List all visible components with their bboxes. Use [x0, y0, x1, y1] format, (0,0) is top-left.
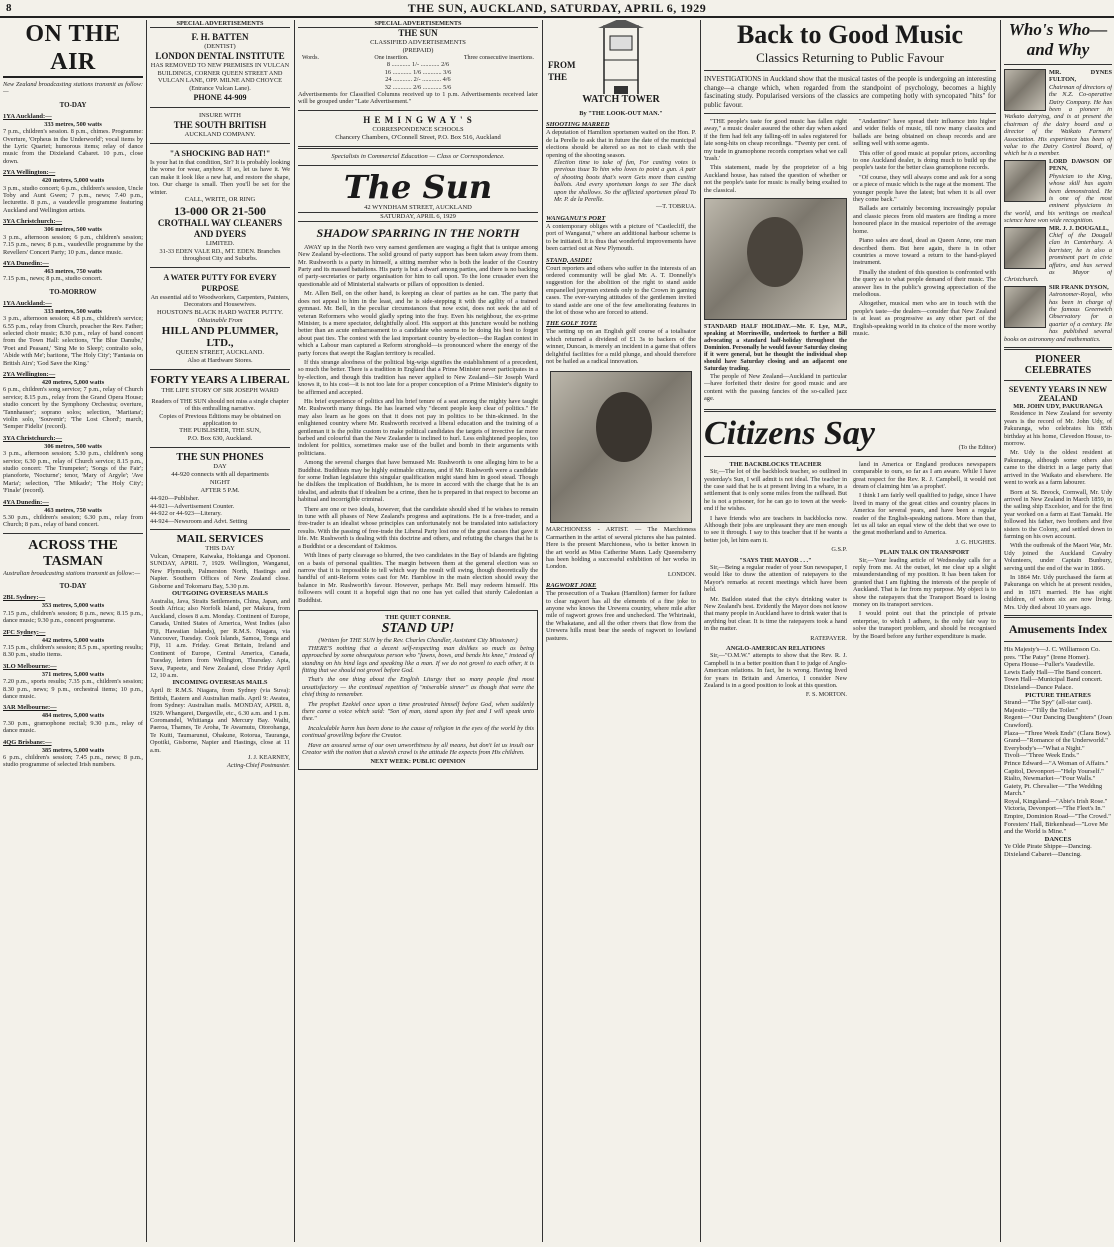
letter-paragraph: land in America or England produces newspapers comparable to ours, so far as I am aware. While I have great respect for the Rev. R. J. Campbell, it would not dream of claiming him 'as a prophet'. — [853, 460, 996, 490]
water-putty-name: HOUSTON'S BLACK HARD WATER PUTTY. — [157, 308, 283, 316]
music-paragraph: Altogether, musical men who are in touch with the people's taste—the dealers—consider that New Zealand is at least as progressive as any other part of the English-speaking world in its choice of the more worthy music. — [853, 300, 996, 337]
on-the-air-title: ON THE AIR — [3, 20, 143, 78]
amusement-entry: Strand—"The Spy" (all-star cast). — [1004, 699, 1092, 707]
shocking-hat-title: "A SHOCKING BAD HAT!" — [169, 149, 271, 159]
letter-heading: PLAIN TALK ON TRANSPORT — [879, 549, 970, 557]
station-heading: 3YA Christchurch:— — [3, 434, 63, 442]
section-header: SPECIAL ADVERTISEMENTS — [298, 20, 538, 28]
amusement-entry: Tivoli—"Three Week Ends." — [1004, 752, 1080, 760]
amusements-list — [1004, 646, 1112, 859]
mail-body: Vulcan, Omapere, Kaiwaka, Hokianga and Opononi. SUNDAY, APRIL 7, 1929. Wellington, Wanganui, New Plymouth, Palmerston North, Hastings and Napier. Southern Offices of New Zealand close. Gisborne and Tokomaru Bay, 5.30 p.m. — [150, 552, 290, 590]
hemingway-address: Chancery Chambers, O'Connell Street, P.O. Box 516, Auckland — [335, 133, 501, 141]
station-programme: 7.15 p.m., news; 8 p.m., studio concert. — [3, 275, 103, 283]
quiet-paragraph: Incalculable harm has been done to the cause of religion in the eyes of the world by this continual grovelling before the Creator. — [302, 724, 534, 740]
station-programme: 7.30 p.m., gramophone recital; 9.30 p.m., relay of dance music. — [3, 719, 143, 735]
amusement-entry: Grand—"Romance of the Underworld." — [1004, 737, 1108, 745]
amusement-entry: Prince Edward—"A Woman of Affairs." — [1004, 759, 1109, 767]
pioneer-paragraph: Residence in New Zealand for seventy years is the record of Mr. John Udy, of Pakuranga, who celebrates his 85th birthday at his home, Clevedon House, to-morrow. — [1004, 410, 1112, 448]
letter-paragraph: Sir,—The lot of the backblock teacher, so outlined in yesterday's Sun, I will admit is not ideal. The teacher in the case said that he is at present living in a whare, in a settlement that is only some miles from the railhead. But he is not a prisoner, for he can go to town at the week-end if he wishes. — [704, 468, 847, 513]
music-body — [704, 118, 996, 405]
station-band: 420 metres, 5,000 watts — [41, 378, 105, 386]
forty-years-body: Readers of THE SUN should not miss a single chapter of this enthralling narrative. — [151, 397, 289, 413]
station-programme: 7.15 p.m., children's session; 8 p.m., news; 8.15 p.m., dance music; 9.30 p.m., concert programme. — [3, 609, 143, 625]
station-programme: 3 p.m., studio concert; 6 p.m., children's session, Uncle Toby and Aunt Gwen; 7 p.m., news; 7.40 p.m., lecturette. 8 p.m., a vaudeville programme featuring Auckland and Wellington artists. — [3, 184, 143, 214]
watch-tower-title: WATCH TOWER — [546, 94, 696, 105]
sun-address: 42 WYNDHAM STREET, AUCKLAND — [364, 203, 472, 211]
whos-who-title: Who's Who—and Why — [1008, 20, 1108, 59]
batten-dentist: (DENTIST) — [204, 43, 236, 51]
letter-signature: J. G. HUGHES. — [955, 538, 996, 546]
watch-heading: STAND, ASIDE! — [546, 256, 592, 264]
music-paragraph: This offer of good music at popular prices, according to one Auckland dealer, is doing much to build up the people's taste for the better class gramophone records. — [853, 149, 996, 172]
across-tasman-title: ACROSS THE TASMAN — [28, 537, 118, 569]
station-band: 306 metres, 500 watts — [44, 226, 102, 234]
watch-paragraph: A contemporary obliges with a picture of "Castlecliff, the port of Wanganui," where an additional harbour scheme is to be initiated. It is thus that wonderful improvements have been carried out at New Plymouth. — [546, 222, 696, 253]
watch-the: THE — [548, 72, 568, 82]
citizens-title: Citizens Say — [704, 414, 875, 452]
paper-name-date: THE SUN, AUCKLAND, SATURDAY, APRIL 6, 1929 — [407, 1, 707, 15]
amusement-entry: PICTURE THEATRES — [1025, 691, 1091, 699]
quiet-paragraph: The prophet Ezekiel once upon a time prostrated himself before God, when suddenly there came a voice which said: "Son of man, stand upon thy feet and I will speak unto thee." — [302, 700, 534, 723]
station-heading: 2BL Sydney:— — [3, 594, 46, 602]
letter-paragraph: I have friends who are teachers in backblocks now. Although their jobs are unpleasant they are men enough to see it through. I say to this teacher that if he wants a better job, let him earn it. — [704, 514, 847, 544]
next-week: NEXT WEEK: PUBLIC OPINION — [370, 758, 466, 766]
letter-paragraph: Sir,—"O.M.W." attempts to show that the Rev. R. J. Campbell is in a better position than I to judge of Anglo-American relations. In fact, he is wrong. Having lived for years in Britain and America, I consider New Zealand is in a good position to look at this question. — [704, 652, 847, 690]
station-heading: 1YA Auckland:— — [3, 112, 52, 120]
tasman-today-heading: TO-DAY — [59, 582, 87, 591]
insure-with: INSURE WITH — [199, 112, 241, 120]
station-band: 371 metres, 5,000 watts — [41, 670, 105, 678]
station-heading: 4YA Dunedin:— — [3, 498, 49, 506]
watch-heading: RAGWORT JOKE — [546, 582, 597, 590]
person-name: MR. J. J. DOUGALL, — [1049, 224, 1109, 232]
station-programme: 5.30 p.m., children's session; 6.30 p.m., relay from Church; 8 p.m., relay of band concert. — [3, 514, 143, 529]
classified-subtitle: CLASSIFIED ADVERTISEMENTS — [370, 39, 466, 47]
music-column — [704, 20, 996, 1242]
letter-heading: "SAYS THE MAYOR . . ." — [739, 556, 812, 564]
amusement-entry: Majestic—"Tilly the Toiler." — [1004, 706, 1079, 714]
portrait-figure — [596, 392, 652, 462]
watch-tower-header — [546, 20, 696, 110]
leader-paragraph: If this strange aloofness of the political big-wigs signifies the establishment of a precedent, so much the better. There is a tradition in England that a Prime Minister never participates in a by-election, and though this tradition has never applied to New Zealand—Sir Joseph Ward knows it, to his cost—it is not too late for a proper conception of a Prime Minister's dignity to be affirmed and accepted. — [298, 358, 538, 396]
amusement-entry: Dixieland Cabaret—Dancing. — [1004, 851, 1082, 859]
amusement-entry: Rialto, Newmarket—"Four Walls." — [1004, 775, 1096, 783]
mail-services-title: MAIL SERVICES — [176, 532, 264, 545]
amusement-entry: Ye Olde Pirate Shippe—Dancing. — [1004, 843, 1092, 851]
citizens-header — [704, 416, 996, 452]
station-programme: 7.15 p.m., children's session; 8.5 p.m., sporting results; 8.30 p.m., studio items. — [3, 643, 143, 659]
dawson-portrait — [1004, 160, 1046, 202]
page-number: 8 — [6, 2, 12, 14]
letter-paragraph: I think I am fairly well qualified to judge, since I have lived in many of the great cities and country places in America for several years, and have been a regular reader of the English-speaking nations. More than that, let us all take an equal view of the debt that we owe to the great motherland and to America. — [853, 492, 996, 537]
station-heading: 3LO Melbourne:— — [3, 662, 57, 670]
phones-day: DAY — [213, 463, 227, 471]
amusement-entry: DANCES — [1044, 835, 1072, 843]
classified-note: Advertisements for Classified Columns received up to 1 p.m. Advertisements received later will be grouped under "Late Advertisement." — [298, 91, 538, 106]
station-heading: 2YA Wellington:— — [3, 169, 56, 177]
pioneer-subtitle: SEVENTY YEARS IN NEW ZEALAND — [1008, 385, 1108, 404]
tomorrow-heading: TO-MORROW — [49, 287, 97, 296]
person-name: SIR FRANK DYSON, — [1049, 283, 1109, 291]
water-putty-title: A WATER PUTTY FOR EVERY PURPOSE — [163, 272, 277, 293]
letter-heading: THE BACKBLOCKS TEACHER — [729, 460, 822, 468]
pioneer-paragraph: Born at St. Breock, Cornwall, Mr. Udy arrived in New Zealand in March 1859, in the sailing ship Excelsior, and for the first year worked on a farm at East Tamaki. He followed his father, two brothers and five sisters to the Colony, and settled down to farming on his own account. — [1004, 488, 1112, 540]
crothall-name: CROTHALL WAY CLEANERS AND DYERS — [157, 218, 283, 240]
crothall-address: 31-33 EDEN VALE RD., MT. EDEN. Branches throughout City and Suburbs. — [159, 248, 281, 263]
phone-line: 44-920—Publisher. — [150, 495, 200, 503]
station-programme: 6 p.m., children's session; 7.45 p.m., news; 8 p.m., studio programme of selected Irish numbers. — [3, 753, 143, 769]
crothall-ltd: LIMITED. — [205, 240, 235, 248]
letter-signature: G.S.P. — [831, 546, 847, 554]
station-programme: 7.20 p.m., sports results; 7.35 p.m., children's session; 8.30 p.m., news; 9 p.m., orchestral items; 10 p.m., dance music. — [3, 678, 143, 700]
station-heading: 4YA Dunedin:— — [3, 259, 49, 267]
pioneer-title: PIONEER CELEBRATES — [1024, 354, 1092, 377]
rate-col-three: Three consecutive insertions. — [463, 55, 534, 62]
phones-night: NIGHT — [209, 479, 231, 487]
station-programme: 7 p.m., children's session. 8 p.m., chimes. Programme: Overture, 'Orpheus in the Underworld'; vocal items by the Lyric Quartet; humorous items; relay of dance music from the Dixieland Cabaret. 10 p.m., close down. — [3, 128, 143, 165]
amusement-entry: Royal, Kingsland—"Abie's Irish Rose." — [1004, 797, 1108, 805]
station-programme: 3 p.m., afternoon session; 6 p.m., children's session; 7.15 p.m., news; 8 p.m., vaudeville programme by the Revellers' Concert Party; 10 p.m., dance music. — [3, 233, 143, 256]
person-name: LORD DAWSON OF PENN, — [1049, 157, 1112, 173]
music-paragraph: This statement, made by the proprietor of a big Auckland house, has raised the question of whether or not the people's taste for music is really being exalted to the classical. — [704, 164, 847, 194]
pioneer-paragraph: Mr. Udy is the oldest resident at Pakuranga, although some others also came to the district in a large party that arrived in the Waikato and elsewhere. He went to work as a farm labourer. — [1004, 449, 1112, 487]
station-heading: 3AR Melbourne:— — [3, 704, 57, 712]
watch-verse: Election time to take of fun, For casting votes is previous tisue To him who loves to point a gun. A pair of shooting boots that's worn Gets more than casting ballots. And every sportsman longs to see The duck upon the shallows. So the afflicted sportsmen plead To Mr. P. de la Perelle. — [554, 159, 696, 204]
hill-plummer: HILL AND PLUMMER, LTD., — [161, 324, 279, 349]
marchioness-credit: LONDON. — [667, 570, 696, 578]
station-band: 463 metres, 750 watts — [44, 506, 102, 514]
letter-paragraph: Sir,—Being a regular reader of your Sun newspaper, I would like to draw the attention of ratepayers to the Mayor's remarks at recent meetings which have been held. — [704, 563, 847, 594]
music-paragraph: Ballads are certainly becoming increasingly popular and classic pieces from old masters are finding a more honoured place in the musical repertoire of the average home. — [853, 205, 996, 235]
sun-logo: The Sun — [343, 167, 493, 206]
watch-from: FROM — [548, 60, 576, 70]
hemingway-specialists: Specialists in Commercial Education — Class or Correspondence. — [331, 152, 505, 160]
music-subtitle: Classics Returning to Public Favour — [756, 50, 944, 65]
call-write-ring: CALL, WRITE, OR RING — [184, 196, 256, 204]
station-heading: 1YA Auckland:— — [3, 299, 52, 307]
amusement-entry: Gaiety, Pt. Chevalier—"The Wedding March." — [1004, 782, 1103, 798]
letter-paragraph: Mr. Baildon stated that the city's drinking water is New Zealand's best. Evidently the Mayor does not know that many people in Auckland have to drink water that is anything but clear. It is time the ratepayers took a hand in the matter. — [704, 595, 847, 633]
incoming-mails-heading: INCOMING OVERSEAS MAILS — [172, 679, 268, 687]
quiet-corner-heading: THE QUIET CORNER. — [385, 613, 451, 621]
music-paragraph: Finally the student of this question is confronted with the query as to what people demand of their music. The answer lies in the public's growing appreciation of the melodious. — [853, 268, 996, 298]
amusement-entry: Town Hall—Municipal Band concert. — [1004, 676, 1103, 684]
phone-line: 44-921—Advertisement Counter. — [150, 502, 235, 510]
station-band: 333 metres, 500 watts — [44, 120, 102, 128]
station-heading: 2YA Wellington:— — [3, 370, 56, 378]
station-band: 333 metres, 500 watts — [44, 307, 102, 315]
fulton-portrait — [1004, 69, 1046, 111]
forty-years-subtitle: THE LIFE STORY OF SIR JOSEPH WARD — [161, 386, 279, 394]
classified-title: THE SUN — [398, 28, 438, 39]
music-title: Back to Good Music — [736, 20, 964, 49]
music-paragraph: "THE people's taste for good music has fallen right away," a music dealer assured the other day when asked if the firm had felt any falling-off in sales registered for late song-hits on cheap recordings. "Twenty per cent. of my trade in gramophone records comprises what we call 'trash.' — [704, 118, 847, 163]
mail-this-day: THIS DAY — [205, 544, 235, 552]
hill-also: Also at Hardware Stores. — [187, 356, 253, 364]
quiet-paragraph: Have an assured sense of our own unworthiness by all means, but don't let us insult our Creator with the notion that a slavish crawl is the attitude He expects from His children. — [302, 741, 534, 757]
section-header: SPECIAL ADVERTISEMENTS — [150, 20, 290, 28]
amusements-title: Amusements Index — [1008, 622, 1108, 636]
amusement-entry: Everybody's—"What a Night." — [1004, 744, 1085, 752]
letter-signature: RATEPAYER. — [810, 634, 847, 642]
batten-institute: LONDON DENTAL INSTITUTE — [155, 51, 285, 62]
rate-row: 32 ............ 2/6 ............ 5/6 — [384, 83, 452, 91]
station-band: 484 metres, 5,000 watts — [41, 712, 105, 720]
incoming-mails-body: April 8: R.M.S. Niagara, from Sydney (via Suva): British, Eastern and Australian mails. April 9: Awatea, from Sydney: Australian mails. MONDAY, APRIL 8, 1929. Whangarei, Dargaville, etc., 6.30 a.m. and 1 p.m. Coromandel, Whitianga and Mercury Bay. Waihi, Paeroa, Thames, Te Aroha, Te Awamutu, Otorohanga, Te Kuiti, Taumarunui, Ohakune, Rotorua, Tauranga, Opotiki, Gisborne, Napier and Hastings, close at 11 a.m. — [150, 687, 290, 754]
station-band: 385 metres, 5,000 watts — [41, 746, 105, 754]
amusement-entry: Foresters' Hall, Birkenhead—"Love Me and the World is Mine." — [1004, 820, 1108, 836]
portrait-figure — [747, 217, 803, 287]
rate-row: 8 ............ 1/- ............ 2/6 — [386, 61, 450, 69]
batten-name: F. H. BATTEN — [191, 32, 249, 43]
tasman-intro: Australian broadcasting stations transmit as follow:— — [3, 569, 141, 577]
station-programme: 3 p.m., afternoon session; 4.8 p.m., children's service; 6.55 p.m., relay from Church, preacher the Rev. Father; selected choir music; 8.30 p.m., relay of band concert from the Town Hall: selections, 'The Blue Danube,' 'Poet and Peasant,' 'Sing Me to Sleep'; contralto solo, 'Abide with Me'; baritone, 'The Holy City'; 'Fantasia on British Airs'; 'God Save the King.' — [3, 315, 143, 367]
amusement-entry: Dixieland—Dance Palace. — [1004, 683, 1073, 691]
station-band: 463 metres, 750 watts — [44, 267, 102, 275]
person-body: Astronomer-Royal, who has been in charge of the famous Greenwich Observatory for a quarter of a century. He has published several books on astronomy and mathematics. — [1004, 291, 1112, 343]
today-heading: TO-DAY — [59, 100, 87, 109]
music-paragraph: Piano sales are dead, dead as Queen Anne, one man described them. But here again, there is in other countries a move toward a return to the hand-played instrument. — [853, 237, 996, 267]
leader-paragraph: AWAY up in the North two very earnest gentlemen are waging a fight that is unique among New Zealand by-elections. The solid ground of party support has been taken away from them. Mr. Rushworth is a party in himself, a sitting member who is both the leader of the Country Party and its massed battalions. His party is but a dwarf among parties, and there is no backing of party-secretaries or party organisation for him to call upon. To the lone crusader even the questionable aid of Ministerial stalwarts or pillars of opposition is denied. — [298, 243, 538, 288]
amusement-entry: Victoria, Devonport—"The Fleet's In." — [1004, 805, 1105, 813]
batten-body: HAS REMOVED TO NEW PREMISES IN VULCAN BUILDINGS, CORNER QUEEN STREET AND VULCAN LANE, OPP. MILNE AND CHOYCE (Entrance Vulcan Lane). — [150, 62, 290, 92]
watch-paragraph: The setting up on an English golf course of a totalisator which returned a dividend of £1 3s to backers of the winner, Duncan, is merely an incident in a game that offers delightful facilities for a mild plunge, and should therefore not be hailed as a radical innovation. — [546, 328, 696, 365]
leader-paragraph: There are one or two ideals, however, that the candidate should shed if he wishes to remain in tune with all phases of New Zealand's progress and aspirations. He is a free-trader, and a free-trader is an idealist whose principles can unfortunately not be translated into satisfactory results. With the passing of free-trade the Liberal Party lost one of the great causes that gave it life. Mr. Rushworth is dealing with this doctrine and others, and refuting the charges that he is a Buddhist or a descendant of Eskimos. — [298, 505, 538, 550]
leader-paragraph: His brief experience of politics and his brief tenure of a seat among the mighty have taught Mr. Rushworth many things. He has learned why "decent people keep clear of politics." He may also learn as he goes on that it does not pay in politics to be thin-skinned. In the enlightened country where Mr. Rushworth received a liberal education and the training of a gentleman it is the polite custom to make political candidates the targets of invective far more barbed and colourful than the New Zealander is inclined to hurl. Less enlightened peoples, too indolent for politics, sometimes make use of the bullet and bomb in their arguments with politicians. — [298, 397, 538, 457]
station-heading: 3YA Christchurch:— — [3, 218, 63, 226]
amusement-entry: His Majesty's—J. C. Williamson Co. pres. "The Patsy" (Irene Homer). — [1004, 646, 1100, 661]
letter-signature: F. S. MORTON. — [805, 691, 847, 699]
station-band: 306 metres, 500 watts — [44, 442, 102, 450]
publisher-box: P.O. Box 630, Auckland. — [187, 435, 253, 443]
sun-phones-title: THE SUN PHONES — [176, 452, 264, 464]
hill-address: QUEEN STREET, AUCKLAND. — [176, 348, 264, 356]
pioneer-name: MR. JOHN UDY, PAKURANGA — [1013, 403, 1103, 411]
person-body: Chairman of directors of the N.Z. Co-operative Dairy Company. He has been a pioneer in Waikato dairying, and is at present the chairman of the dairy board and a director of the Waikato Farmers' Association. His experience has been of value to the Dairy Control Board, of which he is a member. — [1004, 83, 1112, 158]
page-masthead — [0, 0, 1114, 18]
lye-caption: STANDARD HALF HOLIDAY.—Mr. F. Lye, M.P., speaking at Morrinsville, undertook to further a Bill advocating a standard half-holiday throughout the Dominion. Personally he would favour Saturday closing if it were general, but he thought the individual shop should have Saturday closing and an adjacent one Saturday trading. — [704, 324, 847, 373]
leader-paragraph: Mr. Allen Bell, on the other hand, is keeping as clear of parties as he can. The party that does not appeal to him in the least, and he is side-stepping it with the agility of a trained gymnast. Mr. Bell, in the peculiar circumstances that now exist, does not seek the aid of veteran Reformers who would gladly spring into the fray. Even his neighbour, the ex-prime Minister, is a mere spectator, delightfully aloof. His support at this juncture would be nothing better than an acute embarrassment to a candidate who seems to be doing his best to forget about past ties. The contest with the last important country by-election—the Raglan contest in which a Labour man captured a Reform stronghold—is pronounced where the energy of the party forces that swept the Raglan territory is recalled. — [298, 290, 538, 357]
quiet-corner-title: STAND UP! — [381, 621, 455, 637]
watch-heading: THE GOLF TOTE — [546, 320, 598, 328]
station-heading: 2FC Sydney:— — [3, 628, 46, 636]
publisher: THE PUBLISHER, THE SUN, — [179, 427, 261, 435]
hemingway-subtitle: CORRESPONDENCE SCHOOLS — [372, 125, 464, 133]
forty-years-title: FORTY YEARS A LIBERAL — [150, 373, 290, 386]
music-paragraph: "Andantino" have spread their influence into higher and wider fields of music, till now many classics and ballads are being obtained on cheap records and are selling well with some agents. — [853, 118, 996, 148]
rate-col-one: One insertion. — [374, 55, 409, 62]
leader-paragraph: Among the several charges that have bemused Mr. Rushworth is one alleging him to be a Buddhist. Buddhists may be highly estimable citizens, and if Mr. Rushworth were a candidate for some Indian legislature this singular qualification might stand him in good stead. Though he dislikes the implication of Buddhism, he is more in accord with the charge that he is an idealist, and admits that if idealism be a crime, then he is prepared in that respect to become an habitual and incorrigible criminal. — [298, 459, 538, 504]
water-putty-body: An essential aid to Woodworkers, Carpenters, Painters, Decorators and Housewives. — [150, 293, 290, 309]
watch-paragraph: The prosecution of a Tuakau (Hamilton) farmer for failure to clear ragwort has all the elements of a fine joke to anyone who knows the Urewera country, where mile after mile of ragwort grows free and unchecked. The Whirinaki, the Whakatane, and all the other rivers that flow from the Urewera hills must bear the seeds of ragwort to lowland pastures. — [546, 590, 696, 642]
music-intro: INVESTIGATIONS in Auckland show that the musical tastes of the people is undergoing an interesting change—a change which, when regarded from the standpoint of psychology, becomes a highly fascinating study. Popularised versions of the classics are competing hotly with syncopated "hits" for public favour. — [704, 75, 996, 109]
sun-date: SATURDAY, APRIL 6, 1929 — [298, 212, 538, 222]
quiet-paragraph: THERE'S nothing that a decent self-respecting man dislikes so much as being approached by some obsequious person who "fawns, bows, and bends his knee," instead of standing on his hind legs and speaking like a man. If we do not grovel to each other, it is fitting that we should not grovel before God. — [302, 644, 534, 674]
on-the-air-column — [3, 20, 143, 1242]
on-air-intro: New Zealand broadcasting stations transmit as follow:— — [3, 81, 143, 96]
letter-paragraph: I would point out that the principle of private enterprise, to which I adhere, is the only fair way to solve the transport problem, and should be recognised by the Board before any further expenditure is made. — [853, 610, 996, 640]
person-name: MR. DYNES FULTON, — [1049, 69, 1112, 84]
station-band: 353 metres, 5,000 watts — [41, 602, 105, 610]
letter-paragraph: Sir,—Your leading article of Wednesday calls for a reply from me. At the outset, let me clear up a slight misunderstanding of my position. It has been taken for granted that I am fighting the interests of the people of Auckland. That is far from my purpose. My object is to show the ratepayers that the Transport Board is losing money on its transport services. — [853, 556, 996, 608]
phones-day-line: 44-920 connects with all departments — [171, 471, 269, 479]
station-band: 442 metres, 5,000 watts — [41, 636, 105, 644]
mail-signature-title: Acting-Chief Postmaster. — [227, 761, 290, 769]
phone-line: 44-924—Newsroom and Advt. Setting — [150, 517, 248, 525]
copies-note: Copies of Previous Editions may be obtained on application to — [159, 412, 281, 427]
whos-who-column — [1004, 20, 1112, 1242]
leader-column — [298, 20, 538, 1242]
person-body: Chief of the Dougall clan in Canterbury. A barrister, he is also a prominent part in civic affairs, and has served as Mayor of Christchurch. — [1004, 231, 1112, 284]
watch-paragraph: A deputation of Hamilton sportsmen waited on the Hon. P. de la Perelle to ask that in future the date of the municipal elections should be altered so as not to clash with the opening of the shooting season. — [546, 129, 696, 159]
crothall-phones: 13-000 OR 21-500 — [174, 204, 266, 219]
special-ads-column — [150, 20, 290, 1242]
amusement-entry: Empire, Dominion Road—"The Crowd." — [1004, 813, 1111, 821]
rate-row: 16 ............ 1/6 ............ 3/6 — [384, 68, 452, 76]
hemingway-title: H E M I N G W A Y ' S — [363, 114, 473, 125]
rate-row: 24 ............ 2/- ............ 4/6 — [385, 76, 451, 84]
lye-photo — [704, 198, 847, 320]
station-programme: 3 p.m., afternoon session; 5.30 p.m., children's song service; 6.30 p.m., relay of Church service; 8.15 p.m., studio concert: 'The Trumpeter'; 'Songs of the Fair'; pianoforte, 'Nocturne'; tenor, 'Mary of Argyle'; 'Ave Maria'; selection, 'The Mikado'; 'The Holy City'; 'Finale' (record). — [3, 450, 143, 495]
rate-col-words: Words. — [302, 55, 320, 62]
music-paragraph: "Of course, they will always come and ask for a song or a piece of music which is the rage at the moment. The younger people have the latest; but when it is all over they come back." — [853, 173, 996, 204]
outgoing-mails-body: Australia, Java, Straits Settlements, China, Japan, and South Africa; also Norfolk Island, per Makura, from Auckland, closes 8 a.m. Monday. Continent of Europe, Canada, United States of America, West Indies (also Fiji, Hawaiian Islands), per R.M.S. Niagara, via Vancouver, Tuesday. Cook Islands, Samoa, Tonga and Fiji, 11 a.m. Friday. Great Britain, Ireland and Continent of Europe, Central America, Canada, Tuesday, letters from Wellington, Thursday. Apia, Suva, Papeete, and New Zealand, close Friday April 12, 10 a.m. — [150, 597, 290, 680]
person-body: Physician to the King, whose skill has again been demonstrated. He is one of the most eminent physicians in the world, and his writings on medical science have won wide recognition. — [1004, 172, 1112, 225]
amusement-entry: Regent—"Our Dancing Daughters" (Joan Crawford). — [1004, 714, 1112, 729]
prepaid: (PREPAID) — [402, 47, 434, 55]
amusement-entry: Opera House—Fuller's Vaudeville. — [1004, 661, 1095, 669]
citizens-editor: (To the Editor) — [958, 444, 996, 452]
phones-after: AFTER 5 P.M. — [200, 487, 240, 495]
leader-title: SHADOW SPARRING IN THE NORTH — [316, 225, 520, 240]
music-paragraph: The people of New Zealand—Auckland in particular—have forfeited their desire for good music and are content with the passing fancies of the so-called jazz age. — [704, 373, 847, 403]
station-programme: 6 p.m., children's song service; 7 p.m., relay of Church service; 8.15 p.m., relay from the Grand Opera House; studio concert by the Symphony Orchestra; overture, 'Tannhauser'; soprano solos; selection, 'Maritana'; violin solo, 'Souvenir'; 'The Lost Chord'; march, 'Semper Fidelis' (record). — [3, 386, 143, 431]
shocking-hat-body: Is your hat in that condition, Sir? It is probably looking the worse for wear, anyhow. If so, let us have it. We can make it look like a new hat, and restore the shape, too. Our charge is small. Then you'll be set for the winter. — [150, 159, 290, 196]
letter-heading: ANGLO-AMERICAN RELATIONS — [726, 645, 825, 653]
watch-paragraph: Court reporters and others who suffer in the interests of an ordered community will be glad Mr. A. T. Donnelly's suggestion for the abolition of the right to stand aside empanelled jurymen extends only to the Crown in gaming cases. The ever-varying attitudes of the gentlemen invited to stand aside are one of the few ameliorating features in the lot of those who are forced to attend. — [546, 264, 696, 316]
south-british: THE SOUTH BRITISH — [173, 120, 267, 131]
citizens-body — [704, 461, 996, 699]
watch-tower-column — [546, 20, 696, 1242]
dyson-portrait — [1004, 286, 1046, 328]
station-band: 420 metres, 5,000 watts — [41, 177, 105, 185]
dougall-portrait — [1004, 227, 1046, 269]
pioneer-paragraph: In 1864 Mr. Udy purchased the farm at Pakuranga on which he at present resides, and in 1871 married. He has eight children, of whom six are now living. Mrs. Udy died about 10 years ago. — [1004, 573, 1112, 611]
outgoing-mails-heading: OUTGOING OVERSEAS MAILS — [171, 589, 269, 597]
quiet-paragraph: That's the one thing about the English Liturgy that so many people find most unsatisfactory — the continual repetition of "miserable sinner" as though that were the chief thing to remember. — [302, 676, 534, 699]
marchioness-photo — [550, 371, 692, 523]
batten-phone: PHONE 44-909 — [193, 93, 247, 103]
south-british-company: AUCKLAND COMPANY. — [184, 131, 256, 139]
quiet-corner-box — [298, 610, 538, 770]
amusement-entry: Plaza—"Three Week Ends" (Clara Bow). — [1004, 729, 1112, 737]
watch-heading: SHOOTING MARRED — [546, 121, 610, 129]
marchioness-caption: MARCHIONESS - ARTIST. — The Marchioness Carmarthen in the artist of several pictures she has painted. Here is the present Marchioness, who is better known in the art world as Miss Catherine Mann. Lady Queensberry has been holding a successful exhibition of her works in London. — [546, 526, 696, 571]
watch-byline: By "THE LOOK-OUT MAN." — [579, 110, 663, 117]
watch-heading: WANGANUI'S PORT — [546, 214, 606, 222]
amusement-entry: Capitol, Devonport—"Help Yourself." — [1004, 767, 1104, 775]
pioneer-paragraph: With the outbreak of the Maori War, Mr. Udy joined the Auckland Cavalry Volunteers, under Captain Bunbury, serving until the end of the war in 1866. — [1004, 542, 1112, 572]
verse-signature: —T. TOBRUA. — [655, 203, 696, 211]
obtainable-from: Obtainable From — [197, 316, 243, 324]
quiet-corner-byline: (Written for THE SUN by the Rev. Charles Chandler, Assistant City Missioner.) — [318, 637, 518, 645]
leader-paragraph: With lines of party cleavage so blurred, the two candidates in the Bay of Islands are fighting on a basis of personal qualities. The margin between them at the general election was so narrow that it is impossible to tell which way the result will swing, though theoretically the handful of anti-Reform votes cast for Mr. Hamblow in the main election should sway the balance in Mr. Rushworth's favour. However, perhaps Mr. Bell may redeem himself. His followers will count it a hopeful sign that no one has yet called that sturdy Caledonian a Buddhist. — [298, 552, 538, 604]
mail-signature: J. J. KEARNEY, — [247, 754, 290, 762]
amusement-entry: Lewis Eady Hall—The Band concert. — [1004, 668, 1103, 676]
phone-line: 44-922 or 44-923—Literary. — [150, 510, 222, 518]
station-heading: 4QG Brisbane:— — [3, 738, 52, 746]
